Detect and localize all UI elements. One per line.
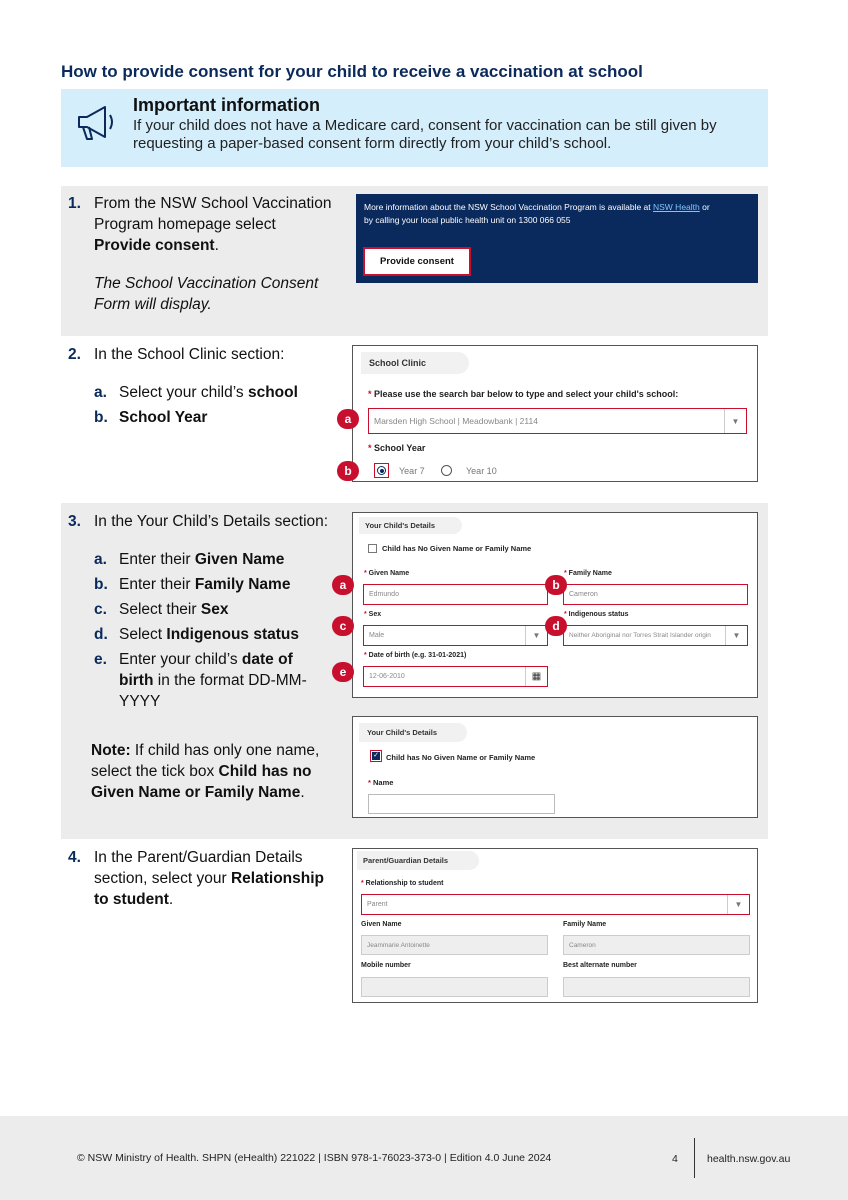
step-3-b: b. Enter their Family Name bbox=[94, 576, 291, 593]
relationship-label: * Relationship to student bbox=[361, 880, 444, 887]
badge-d: d bbox=[545, 616, 567, 636]
sex-select[interactable]: Male ▼ bbox=[363, 625, 548, 646]
year-7-radio[interactable] bbox=[374, 463, 389, 478]
parent-family-name-label: Family Name bbox=[563, 921, 607, 928]
footer-copyright: © NSW Ministry of Health. SHPN (eHealth) 221022 | ISBN 978-1-76023-373-0 | Edition 4.0 June 2024 bbox=[77, 1152, 552, 1164]
vaccination-program-banner bbox=[356, 194, 758, 283]
child-details-section-tab: Your Child's Details bbox=[359, 723, 467, 742]
family-name-input[interactable]: Cameron bbox=[563, 584, 748, 605]
nsw-health-link[interactable]: NSW Health bbox=[652, 202, 700, 212]
parent-details-section-tab: Parent/Guardian Details bbox=[357, 851, 479, 870]
dob-input[interactable]: 12-06-2010 ▦ bbox=[363, 666, 548, 687]
indigenous-status-label: * Indigenous status bbox=[564, 611, 629, 618]
given-name-input[interactable]: Edmundo bbox=[363, 584, 548, 605]
child-details-section-tab: Your Child's Details bbox=[359, 517, 462, 534]
alternate-number-label: Best alternate number bbox=[563, 962, 637, 969]
no-name-checkbox-label: Child has No Given Name or Family Name bbox=[382, 544, 532, 553]
step-2-b: b. School Year bbox=[94, 409, 208, 426]
chevron-down-icon[interactable]: ▼ bbox=[725, 626, 747, 645]
page-footer bbox=[0, 1116, 848, 1200]
name-input[interactable] bbox=[368, 794, 555, 814]
indigenous-status-select[interactable]: Neither Aboriginal nor Torres Strait Islander origin ▼ bbox=[563, 625, 748, 646]
badge-a: a bbox=[337, 409, 359, 429]
badge-e: e bbox=[332, 662, 354, 682]
alternate-number-input[interactable] bbox=[563, 977, 750, 997]
step-3-a: a. Enter their Given Name bbox=[94, 551, 285, 568]
child-details-screenshot bbox=[352, 512, 758, 698]
parent-family-name-input[interactable]: Cameron bbox=[563, 935, 750, 955]
school-year-label: * School Year bbox=[368, 443, 426, 453]
badge-a: a bbox=[332, 575, 354, 595]
badge-c: c bbox=[332, 616, 354, 636]
step-1-text: 1. From the NSW School Vaccination Program homepage select Provide consent. The School Vaccination Consent Form will display. bbox=[68, 195, 332, 313]
mobile-number-label: Mobile number bbox=[361, 962, 411, 969]
important-info-box bbox=[61, 89, 768, 167]
banner-text: More information about the NSW School Vaccination Program is available at NSW Health or by calling your local public health unit on 1300 066 055 bbox=[364, 202, 710, 225]
provide-consent-button[interactable]: Provide consent bbox=[363, 247, 471, 276]
given-name-label: * Given Name bbox=[364, 570, 410, 577]
year-7-label: Year 7 bbox=[399, 466, 425, 476]
parent-given-name-label: Given Name bbox=[361, 921, 402, 928]
parent-given-name-input[interactable]: Jeammarie Antoinette bbox=[361, 935, 548, 955]
mobile-number-input[interactable] bbox=[361, 977, 548, 997]
dob-label: * Date of birth (e.g. 31-01-2021) bbox=[364, 652, 467, 659]
megaphone-icon bbox=[73, 103, 119, 143]
school-clinic-screenshot bbox=[352, 345, 758, 482]
footer-website: health.nsw.gov.au bbox=[707, 1153, 791, 1165]
name-label: * Name bbox=[368, 778, 394, 787]
badge-b: b bbox=[545, 575, 567, 595]
step-4-text: 4. In the Parent/Guardian Details section, select your Relationship to student. bbox=[68, 849, 324, 908]
info-heading: Important information bbox=[133, 95, 320, 115]
no-name-checkbox-checked[interactable] bbox=[370, 750, 382, 762]
step-3-c: c. Select their Sex bbox=[94, 601, 229, 618]
page-title: How to provide consent for your child to receive a vaccination at school bbox=[61, 62, 643, 81]
no-name-checkbox-label: Child has No Given Name or Family Name bbox=[386, 753, 536, 762]
family-name-label: * Family Name bbox=[564, 570, 612, 577]
chevron-down-icon[interactable]: ▼ bbox=[727, 895, 749, 914]
checkmark-icon: ✓ bbox=[373, 752, 379, 759]
page-number: 4 bbox=[672, 1153, 678, 1165]
badge-b: b bbox=[337, 461, 359, 481]
relationship-select[interactable]: Parent ▼ bbox=[361, 894, 750, 915]
school-search-label: * Please use the search bar below to type and select your child's school: bbox=[368, 389, 679, 399]
step-3-text: 3. In the Your Child’s Details section: bbox=[68, 513, 329, 530]
school-search-input[interactable]: Marsden High School | Meadowbank | 2114 ▼ bbox=[368, 408, 747, 434]
year-10-radio[interactable] bbox=[441, 465, 452, 476]
chevron-down-icon[interactable]: ▼ bbox=[724, 409, 746, 433]
school-clinic-section-tab: School Clinic bbox=[361, 352, 469, 374]
chevron-down-icon[interactable]: ▼ bbox=[525, 626, 547, 645]
step-3-note: Note: If child has only one name, select the tick box Child has no Given Name or Family Name. bbox=[91, 742, 320, 801]
sex-label: * Sex bbox=[364, 611, 382, 618]
step-3-e: e. Enter your child’s date of birth in the format DD-MM- YYYY bbox=[94, 651, 307, 710]
step-3-d: d. Select Indigenous status bbox=[94, 626, 300, 643]
info-text: If your child does not have a Medicare card, consent for vaccination can be still given by requesting a paper-based consent form directly from your child’s school. bbox=[133, 117, 717, 152]
footer-divider bbox=[694, 1138, 695, 1178]
no-name-checkbox[interactable] bbox=[368, 544, 377, 553]
year-10-label: Year 10 bbox=[466, 466, 497, 476]
step-2-a: a. Select your child’s school bbox=[94, 384, 298, 401]
step-2-text: 2. In the School Clinic section: bbox=[68, 346, 285, 363]
calendar-icon[interactable]: ▦ bbox=[525, 667, 547, 686]
single-name-screenshot bbox=[352, 716, 758, 818]
parent-details-screenshot bbox=[352, 848, 758, 1003]
